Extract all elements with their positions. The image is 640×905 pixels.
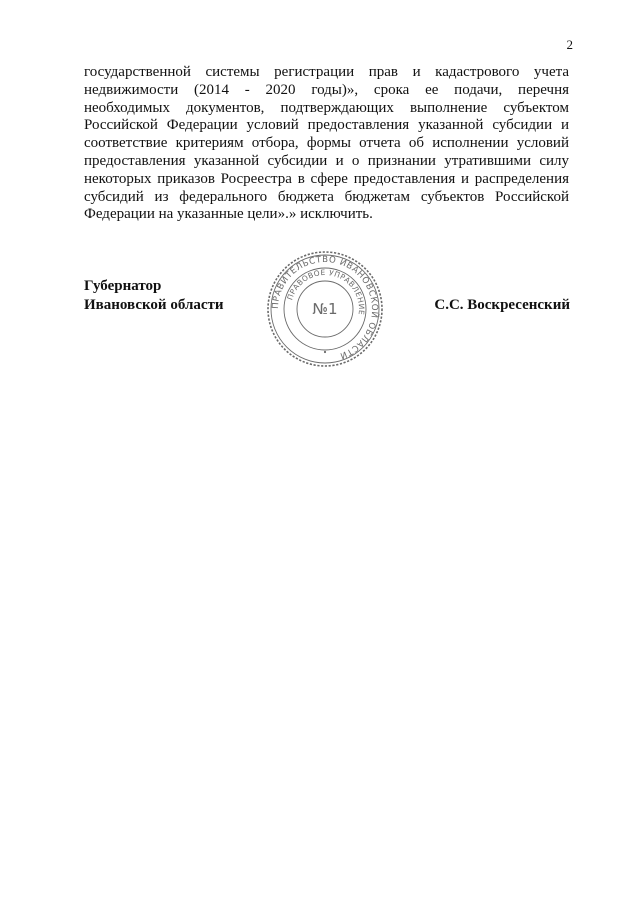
seal-inner-text: ПРАВОВОЕ УПРАВЛЕНИЕ bbox=[285, 267, 367, 316]
body-line: недвижимости (2014 - 2020 годы)», срока ее подачи, перечня bbox=[84, 81, 569, 98]
signature-position bbox=[84, 277, 224, 314]
signer-name: С.С. Воскресенский bbox=[434, 296, 570, 313]
body-line: субсидий из федерального бюджета бюджетам субъектов Российской bbox=[84, 188, 569, 205]
seal-outer-text: ПРАВИТЕЛЬСТВО ИВАНОВСКОЙ ОБЛАСТИ bbox=[270, 254, 380, 361]
signature-position-line: Губернатор bbox=[84, 278, 162, 294]
seal-dot bbox=[324, 351, 326, 353]
body-line: некоторых приказов Росреестра в сфере предоставления и распределения bbox=[84, 170, 569, 187]
body-line: государственной системы регистрации прав и кадастрового учета bbox=[84, 64, 569, 80]
body-line: необходимых документов, подтверждающих выполнение субъектом bbox=[84, 99, 569, 116]
body-text bbox=[84, 64, 569, 224]
seal-graphic bbox=[266, 250, 384, 368]
body-line: предоставления указанной субсидии и о признании утратившими силу bbox=[84, 152, 569, 169]
body-line: соответствие критериям отбора, формы отчета об исполнении условий bbox=[84, 135, 569, 152]
signature-position-line: Ивановской области bbox=[84, 296, 224, 313]
official-seal bbox=[266, 250, 384, 368]
page-number: 2 bbox=[566, 37, 573, 52]
body-line: Российской Федерации условий предоставления указанной субсидии и bbox=[84, 117, 569, 134]
body-line: Федерации на указанные цели».» исключить. bbox=[84, 206, 373, 223]
seal-center-text: №1 bbox=[312, 300, 338, 318]
